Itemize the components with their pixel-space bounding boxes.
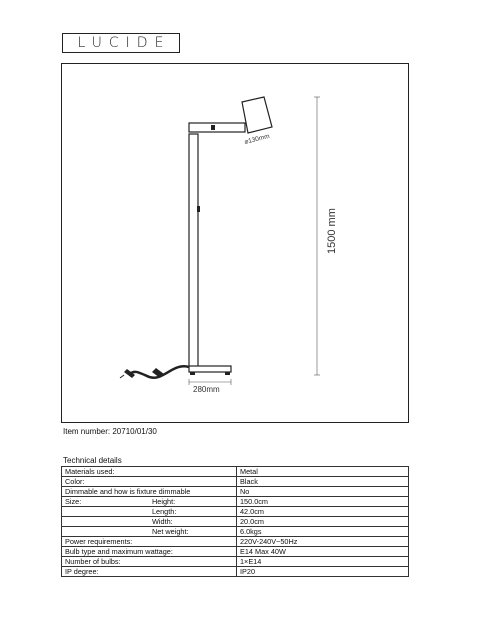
spec-value: No [237, 487, 409, 497]
spec-row-materials [62, 467, 409, 477]
spec-label: IP degree: [62, 567, 237, 577]
lamp-pole [189, 134, 198, 367]
spec-sublabel: Length: [152, 507, 177, 516]
spec-row-dimmable [62, 487, 409, 497]
spec-row-net-weight [62, 527, 409, 537]
brand-logo: LUCIDE [62, 33, 180, 53]
spec-sublabel: Net weight: [152, 527, 189, 536]
lamp-base [189, 366, 231, 372]
height-dimension-label: 1500 mm [326, 208, 338, 254]
spec-sublabel: Height: [152, 497, 176, 506]
spec-value: IP20 [237, 567, 409, 577]
spec-value: Black [237, 477, 409, 487]
spec-value: 150.0cm [237, 497, 409, 507]
technical-details-title: Technical details [63, 456, 122, 465]
spec-row-height [62, 497, 409, 507]
spec-label-cell [62, 517, 237, 527]
spec-value: 220V-240V~50Hz [237, 537, 409, 547]
spec-row-width [62, 517, 409, 527]
spec-label: Size: [65, 497, 82, 506]
lamp-diagram [62, 64, 410, 424]
spec-sublabel: Width: [152, 517, 173, 526]
spec-value: 6.0kgs [237, 527, 409, 537]
spec-label: Number of bulbs: [62, 557, 237, 567]
spec-label-cell [62, 497, 237, 507]
base-foot-left [190, 372, 195, 375]
spec-row-length [62, 507, 409, 517]
specs-table [61, 466, 409, 577]
spec-label-cell [62, 507, 237, 517]
base-dimension-label: 280mm [193, 385, 220, 394]
lamp-arm [189, 123, 245, 132]
spec-value: 1×E14 [237, 557, 409, 567]
spec-value: 20.0cm [237, 517, 409, 527]
lamp-switch [197, 206, 200, 212]
spec-label: Color: [62, 477, 237, 487]
spec-label: Bulb type and maximum wattage: [62, 547, 237, 557]
spec-row-color [62, 477, 409, 487]
shade-diameter-label: ⌀130mm [243, 132, 271, 146]
item-number: Item number: 20710/01/30 [63, 427, 157, 436]
lamp-joint [211, 125, 215, 130]
spec-label: Materials used: [62, 467, 237, 477]
spec-value: Metal [237, 467, 409, 477]
spec-row-bulb [62, 547, 409, 557]
spec-row-power [62, 537, 409, 547]
lamp-shade [242, 97, 272, 133]
spec-value: 42.0cm [237, 507, 409, 517]
power-plug [124, 369, 135, 378]
spec-label: Dimmable and how is fixture dimmable [62, 487, 237, 497]
spec-value: E14 Max 40W [237, 547, 409, 557]
spec-label-cell [62, 527, 237, 537]
product-drawing [61, 63, 409, 423]
spec-label: Power requirements: [62, 537, 237, 547]
base-foot-right [225, 372, 230, 375]
spec-row-ip [62, 567, 409, 577]
spec-row-num-bulbs [62, 557, 409, 567]
